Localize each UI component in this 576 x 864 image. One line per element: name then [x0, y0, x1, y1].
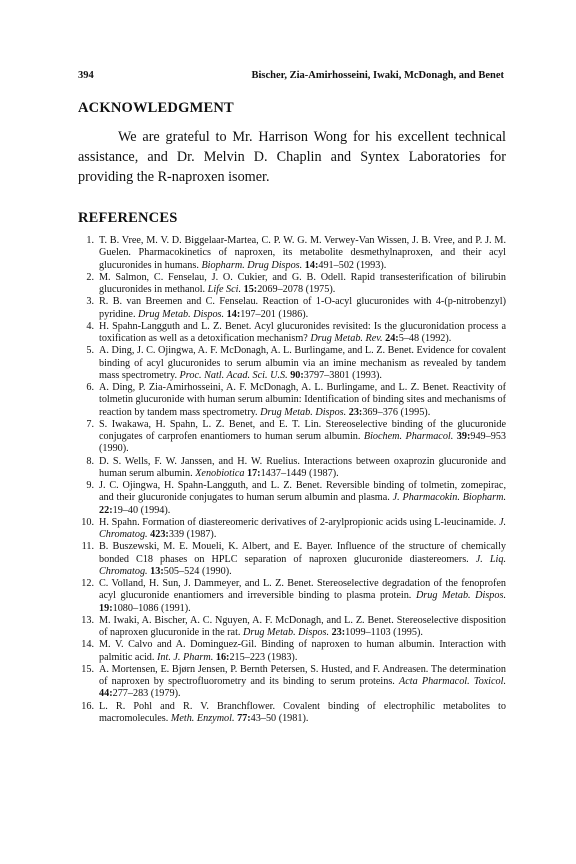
- reference-pages: 1099–1103 (1995).: [345, 627, 423, 638]
- reference-number: 15.: [81, 663, 94, 675]
- acknowledgment-heading: ACKNOWLEDGMENT: [78, 100, 234, 116]
- reference-item: [78, 321, 506, 346]
- reference-pages: 3797–3801 (1993).: [303, 369, 382, 381]
- reference-number: 11.: [81, 541, 94, 553]
- reference-journal: Drug Metab. Rev.: [310, 333, 383, 344]
- reference-number: 8.: [86, 455, 94, 467]
- reference-pages: 949–953 (1990).: [99, 431, 506, 455]
- reference-item: [78, 541, 506, 578]
- reference-volume: 22:: [99, 504, 113, 516]
- reference-volume: 39:: [456, 431, 471, 442]
- reference-volume: 24:: [385, 333, 399, 344]
- reference-text: B. Buszewski, M. E. Moueli, K. Albert, and E. Bayer. Influence of the structure of chemically bonded C18 phases on HPLC separation of naproxen glucuronide diastereomers.: [99, 541, 506, 565]
- reference-pages: 277–283 (1979).: [112, 688, 181, 700]
- acknowledgment-text: We are grateful to Mr. Harrison Wong for his excellent technical assistance, and Dr. Melvin D. Chaplin and Syntex Laboratories for providing the R-naproxen isomer.: [78, 129, 506, 185]
- reference-item: [78, 272, 506, 297]
- reference-text: H. Spahn-Langguth and L. Z. Benet. Acyl glucuronides revisited: Is the glucuronidation process a toxification as well as a detoxification mechanism?: [99, 320, 506, 344]
- reference-pages: 19–40 (1994).: [112, 504, 171, 516]
- reference-volume: 23:: [331, 627, 346, 638]
- reference-pages: 369–376 (1995).: [362, 406, 431, 418]
- reference-volume: 14:: [226, 308, 241, 320]
- reference-item: [78, 664, 506, 701]
- reference-volume: 17:: [246, 467, 261, 479]
- reference-number: 6.: [86, 382, 94, 393]
- reference-volume: 14:: [304, 259, 319, 271]
- reference-text: M. V. Calvo and A. Dominguez-Gil. Binding of naproxen to human albumin. Interaction with palmitic acid.: [99, 639, 506, 663]
- reference-text: A. Mortensen, E. Bjørn Jensen, P. Bernth Petersen, S. Husted, and F. Andreasen. The determination of naproxen by spectrofluorometry and its binding to serum proteins.: [99, 663, 506, 687]
- reference-text: H. Spahn. Formation of diastereomeric derivatives of 2-arylpropionic acids using L-leucinamide.: [99, 516, 497, 528]
- reference-item: [78, 296, 506, 321]
- reference-number: 10.: [81, 516, 94, 528]
- reference-item: [78, 345, 506, 382]
- reference-pages: 215–223 (1983).: [229, 651, 298, 663]
- references-heading: REFERENCES: [78, 210, 178, 226]
- reference-item: [78, 639, 506, 664]
- reference-item: [78, 382, 506, 419]
- running-authors: Bischer, Zia-Amirhosseini, Iwaki, McDonagh, and Benet: [251, 70, 504, 81]
- page-number: 394: [78, 70, 94, 81]
- reference-pages: 43–50 (1981).: [250, 712, 309, 724]
- reference-number: 3.: [86, 296, 94, 308]
- reference-list: [78, 235, 506, 725]
- reference-volume: 77:: [237, 712, 251, 724]
- reference-text: A. Ding, P. Zia-Amirhosseini, A. F. McDonagh, A. L. Burlingame, and L. Z. Benet. Reactivity of tolmetin glucuronide with human serum albumin: Identification of binding sites and mechanisms of reaction by tandem mass spectrometry.: [99, 382, 506, 418]
- reference-number: 12.: [81, 578, 94, 589]
- reference-journal: Drug Metab. Dispos.: [415, 590, 507, 602]
- reference-journal: Int. J. Pharm.: [157, 651, 214, 663]
- reference-pages: 491–502 (1993).: [318, 259, 387, 271]
- reference-number: 14.: [81, 639, 94, 651]
- reference-journal: Life Sci.: [207, 284, 242, 295]
- reference-text: D. S. Wells, F. W. Janssen, and H. W. Ruelius. Interactions between oxaprozin glucuronide and human serum albumin.: [99, 455, 506, 479]
- reference-item: [78, 517, 506, 542]
- reference-number: 5.: [86, 345, 94, 357]
- reference-journal: Proc. Natl. Acad. Sci. U.S.: [179, 369, 288, 381]
- reference-journal: Meth. Enzymol.: [170, 712, 235, 724]
- reference-volume: 90:: [290, 369, 304, 381]
- reference-item: [78, 615, 506, 640]
- reference-text: L. R. Pohl and R. V. Branchflower. Covalent binding of electrophilic metabolites to macromolecules.: [99, 700, 506, 724]
- reference-journal: Biopharm. Drug Dispos.: [201, 259, 303, 271]
- reference-volume: 13:: [150, 565, 164, 577]
- reference-item: [78, 701, 506, 726]
- reference-pages: 505–524 (1990).: [163, 565, 232, 577]
- reference-pages: 5–48 (1992).: [398, 333, 452, 344]
- reference-number: 1.: [86, 235, 94, 246]
- reference-pages: 2069–2078 (1975).: [257, 284, 336, 295]
- reference-item: [78, 419, 506, 456]
- reference-journal: Drug Metab. Dispos.: [243, 627, 330, 638]
- reference-journal: J. Liq. Chromatog.: [99, 553, 506, 577]
- reference-number: 2.: [86, 271, 94, 283]
- reference-journal: J. Pharmacokin. Biopharm.: [392, 492, 506, 504]
- reference-text: R. B. van Breemen and C. Fenselau. Reaction of 1-O-acyl glucuronides with 4-(p-nitrobenzyl) pyridine.: [99, 296, 506, 320]
- reference-volume: 19:: [99, 602, 113, 614]
- reference-journal: Acta Pharmacol. Toxicol.: [399, 676, 507, 687]
- reference-volume: 44:: [99, 688, 113, 700]
- reference-journal: Drug Metab. Dispos.: [260, 406, 347, 418]
- reference-text: T. B. Vree, M. V. D. Biggelaar-Martea, C. P. W. G. M. Verwey-Van Wissen, J. B. Vree, and P. J. M. Guelen. Pharmacokinetics of naproxen, its metabolite desmethylnaproxen, and their acyl glucuronides in humans.: [99, 235, 506, 271]
- reference-text: S. Iwakawa, H. Spahn, L. Z. Benet, and E. T. Lin. Stereoselective binding of the glucuronide conjugates of carprofen enantiomers to human serum albumin.: [99, 418, 506, 442]
- reference-number: 16.: [81, 700, 94, 712]
- reference-pages: 1437–1449 (1987).: [260, 467, 339, 479]
- reference-number: 4.: [86, 320, 94, 332]
- reference-journal: Biochem. Pharmacol.: [363, 431, 454, 442]
- reference-pages: 1080–1086 (1991).: [112, 602, 191, 614]
- reference-volume: 23:: [348, 406, 363, 418]
- reference-volume: 423:: [150, 529, 169, 540]
- reference-journal: Xenobiotica: [195, 467, 245, 479]
- reference-text: M. Salmon, C. Fenselau, J. O. Cukier, and G. B. Odell. Rapid transesterification of bilirubin glucuronides in methanol.: [99, 271, 506, 295]
- reference-text: M. Iwaki, A. Bischer, A. C. Nguyen, A. F. McDonagh, and L. Z. Benet. Stereoselective disposition of naproxen glucuronide in the rat.: [99, 614, 506, 638]
- reference-journal: J. Chromatog.: [99, 516, 507, 540]
- reference-item: [78, 456, 506, 481]
- reference-number: 7.: [86, 418, 94, 430]
- reference-item: [78, 480, 506, 517]
- reference-volume: 16:: [215, 651, 230, 663]
- reference-volume: 15:: [243, 284, 258, 295]
- reference-text: A. Ding, J. C. Ojingwa, A. F. McDonagh, A. L. Burlingame, and L. Z. Benet. Evidence for covalent binding of acyl glucuronides to serum albumin via an imine mechanism as revealed by tandem mass spectrometry.: [99, 345, 506, 381]
- reference-text: C. Volland, H. Sun, J. Dammeyer, and L. Z. Benet. Stereoselective degradation of the fenoprofen acyl glucuronide enantiomers and irreversible binding to plasma protein.: [99, 578, 506, 602]
- reference-pages: 197–201 (1986).: [240, 308, 309, 320]
- reference-text: J. C. Ojingwa, H. Spahn-Langguth, and L. Z. Benet. Reversible binding of tolmetin, zomepirac, and their glucuronide conjugates to human serum albumin and plasma.: [99, 480, 506, 504]
- reference-item: [78, 578, 506, 615]
- reference-number: 9.: [86, 480, 94, 491]
- reference-pages: 339 (1987).: [168, 529, 217, 540]
- reference-journal: Drug Metab. Dispos.: [138, 308, 225, 320]
- reference-number: 13.: [81, 614, 94, 626]
- reference-item: [78, 235, 506, 272]
